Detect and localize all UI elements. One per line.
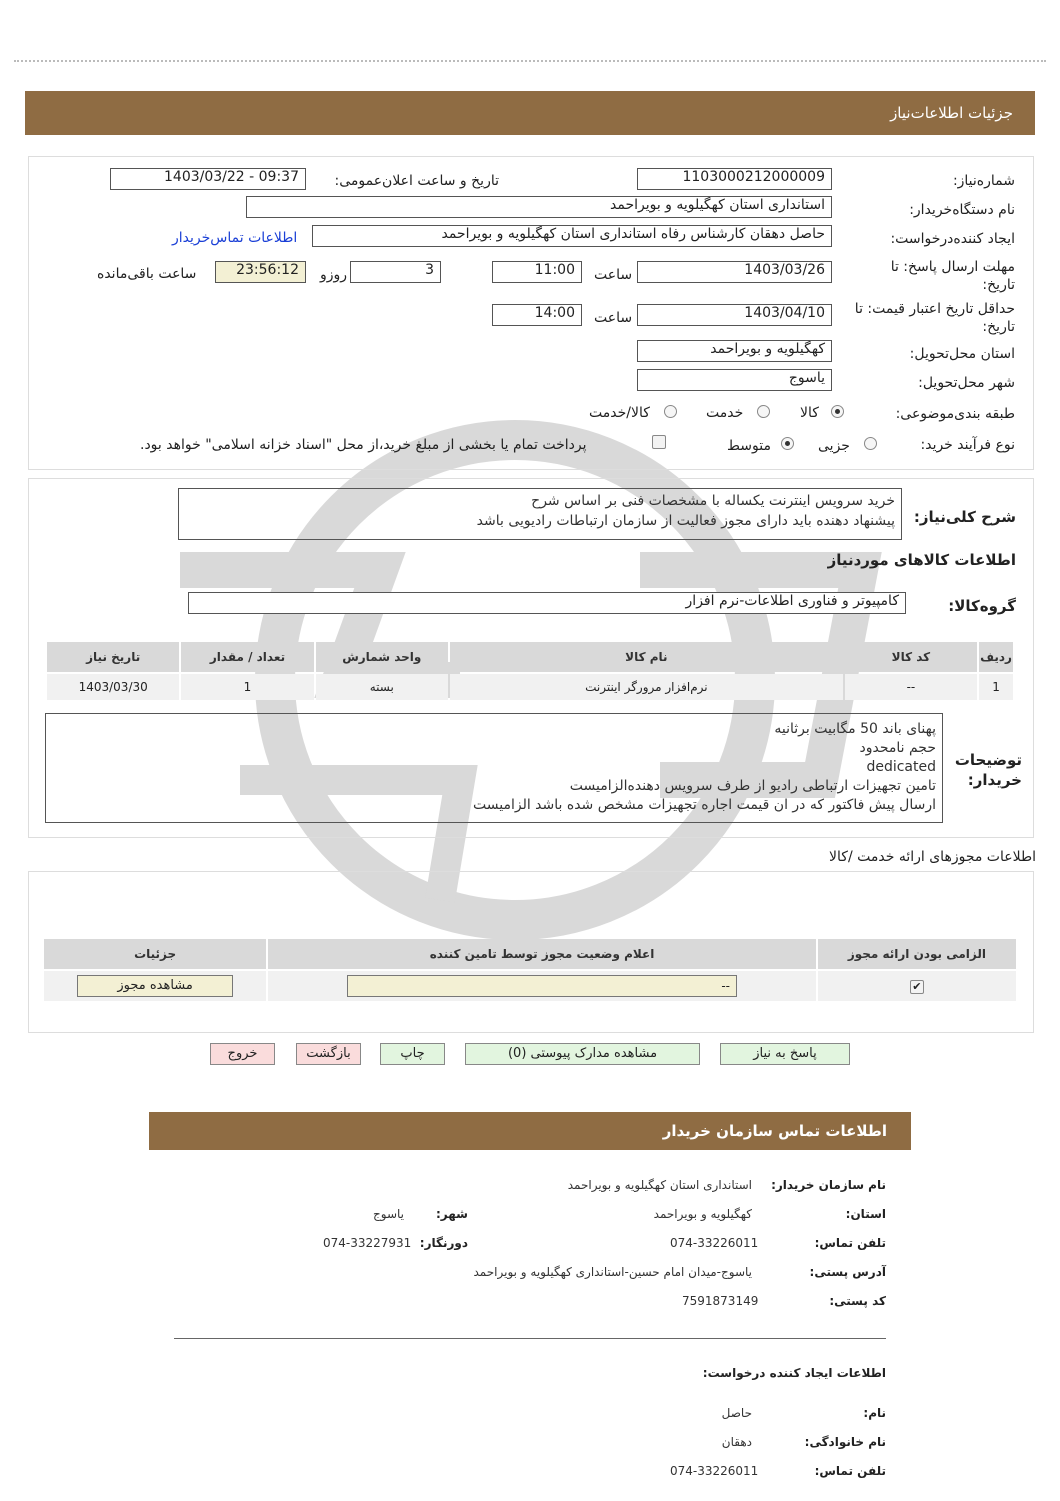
top-divider — [14, 60, 1046, 62]
category-both-label: کالا/خدمت — [589, 405, 650, 421]
cell-qty: 1 — [181, 674, 313, 700]
contact-divider — [174, 1338, 886, 1339]
deadline-label: مهلت ارسال پاسخ: تا تاریخ: — [890, 259, 1015, 293]
category-goods-label: کالا — [800, 405, 819, 421]
note-line: ارسال پیش فاکتور که در ان قیمت اجاره تجهیزات مشخص شده باشد الزامیست — [473, 797, 936, 813]
category-both-radio[interactable] — [664, 405, 677, 418]
category-service-label: خدمت — [706, 405, 744, 421]
cell-name: نرم‌افزار مرورگر اینترنت — [450, 674, 843, 700]
address-label: آدرس پستی: — [809, 1265, 886, 1279]
summary-line-1: خرید سرویس اینترنت یکساله با مشخصات فنی بر اساس شرح — [531, 493, 895, 509]
note-line: dedicated — [866, 759, 936, 775]
col-details: جزئیات — [44, 939, 266, 969]
note-line: تامین تجهیزات ارتباطی رادیو از طرف سرویس دهنده‌الزامیست — [569, 778, 936, 794]
creator-phone-value: 074-33226011 — [670, 1464, 759, 1478]
days-label: روزو — [320, 267, 348, 283]
goods-group-field: کامپیوتر و فناوری اطلاعات-نرم افزار — [188, 592, 906, 614]
note-line: پهنای باند 50 مگابیت برثانیه — [774, 721, 936, 737]
buyer-notes-box — [45, 713, 943, 823]
validity-label: حداقل تاریخ اعتبار قیمت: تا تاریخ: — [854, 301, 1015, 335]
goods-table-header — [47, 642, 1013, 672]
buyer-contact-link[interactable]: اطلاعات تماس‌خریدار — [172, 230, 298, 246]
creator-phone-label: تلفن تماس: — [814, 1464, 886, 1478]
view-permit-button[interactable]: مشاهده مجوز — [77, 975, 233, 997]
remaining-time-field: 23:56:12 — [215, 261, 306, 283]
cell-row: 1 — [979, 674, 1013, 700]
cell-unit: بسته — [316, 674, 448, 700]
category-service-radio[interactable] — [757, 405, 770, 418]
validity-time-label: ساعت — [594, 310, 633, 326]
address-value: یاسوج-میدان امام حسین-استانداری کهگیلویه و بویراحمد — [473, 1265, 752, 1279]
col-status: اعلام وضعیت مجوز توسط تامین کننده — [268, 939, 816, 969]
process-partial-label: جزیی — [818, 438, 850, 454]
contact-title: اطلاعات تماس سازمان خریدار — [662, 1122, 887, 1140]
creator-name-value: حاصل — [721, 1406, 752, 1420]
category-goods-radio[interactable] — [831, 405, 844, 418]
process-partial-radio[interactable] — [864, 437, 877, 450]
col-name: نام کالا — [450, 642, 843, 672]
buyer-notes-label: توضیحات خریدار: — [954, 751, 1022, 789]
province-field: کهگیلویه و بویراحمد — [637, 340, 832, 362]
deadline-time-label: ساعت — [594, 267, 633, 283]
table-row — [44, 971, 1016, 1001]
announce-field: 1403/03/22 - 09:37 — [110, 168, 306, 190]
attachments-button[interactable]: مشاهده مدارک پیوستی (0) — [465, 1043, 700, 1065]
creator-name-label: نام: — [863, 1406, 886, 1420]
treasury-payment-checkbox[interactable] — [652, 435, 666, 449]
remaining-label: ساعت باقی‌مانده — [97, 266, 197, 282]
back-button[interactable]: بازگشت — [296, 1043, 361, 1065]
buyer-org-label: نام دستگاه‌خریدار: — [909, 202, 1015, 218]
buyer-org-field: استانداری استان کهگیلویه و بویراحمد — [246, 196, 832, 218]
creator-label: ایجاد کننده‌درخواست: — [890, 231, 1015, 247]
creator-family-label: نام خانوادگی: — [804, 1435, 886, 1449]
city-field: یاسوج — [637, 369, 832, 391]
validity-date-field: 1403/04/10 — [637, 304, 832, 326]
permits-title: اطلاعات مجوزهای ارائه خدمت /کالا — [829, 849, 1036, 865]
org-label: نام سازمان خریدار: — [771, 1178, 886, 1192]
city-label: شهر محل‌تحویل: — [918, 375, 1015, 391]
contact-city-value: یاسوج — [373, 1207, 404, 1221]
contact-phone-label: تلفن تماس: — [814, 1236, 886, 1250]
permit-status-field: -- — [347, 975, 737, 997]
col-unit: واحد شمارش — [316, 642, 448, 672]
page-header — [25, 91, 1035, 135]
exit-button[interactable]: خروج — [210, 1043, 275, 1065]
col-date: تاریخ نیاز — [47, 642, 179, 672]
category-label: طبقه بندی‌موضوعی: — [895, 406, 1015, 422]
contact-header — [149, 1112, 911, 1150]
process-medium-radio[interactable] — [781, 437, 794, 450]
reply-button[interactable]: پاسخ به نیاز — [720, 1043, 850, 1065]
summary-label: شرح کلی‌نیاز: — [913, 508, 1016, 526]
need-number-field: 1103000212000009 — [637, 168, 832, 190]
goods-info-title: اطلاعات کالاهای موردنیاز — [827, 551, 1016, 569]
note-line: حجم نامحدود — [859, 740, 936, 756]
announce-label: تاریخ و ساعت اعلان‌عمومی: — [334, 173, 499, 189]
process-medium-label: متوسط — [727, 438, 771, 454]
postal-label: کد پستی: — [829, 1294, 886, 1308]
creator-field: حاصل دهقان کارشناس رفاه استانداری استان کهگیلویه و بویراحمد — [312, 225, 832, 247]
org-value: استانداری استان کهگیلویه و بویراحمد — [567, 1178, 752, 1192]
summary-box — [178, 488, 902, 540]
col-required: الزامی بودن ارائه مجوز — [818, 939, 1016, 969]
postal-value: 7591873149 — [682, 1294, 759, 1308]
deadline-time-field: 11:00 — [492, 261, 582, 283]
summary-line-2: پیشنهاد دهنده باید دارای مجوز فعالیت از سازمان ارتباطات رادیویی باشد — [476, 513, 895, 529]
contact-city-label: شهر: — [436, 1207, 468, 1221]
fax-label: دورنگار: — [419, 1236, 468, 1250]
goods-table — [45, 640, 1015, 702]
cell-code: -- — [845, 674, 977, 700]
page-title: جزئیات اطلاعات‌نیاز — [890, 104, 1013, 122]
permits-table — [42, 937, 1018, 1003]
cell-date: 1403/03/30 — [47, 674, 179, 700]
province-label: استان محل‌تحویل: — [909, 346, 1015, 362]
process-label: نوع فرآیند خرید: — [920, 437, 1015, 453]
validity-time-field: 14:00 — [492, 304, 582, 326]
goods-group-label: گروه‌کالا: — [948, 597, 1016, 615]
payment-note: پرداخت تمام یا بخشی از مبلغ خرید،از محل "اسناد خزانه اسلامی" خواهد بود. — [140, 437, 587, 453]
print-button[interactable]: چاپ — [380, 1043, 445, 1065]
days-field: 3 — [350, 261, 441, 283]
fax-value: 074-33227931 — [323, 1236, 412, 1250]
col-qty: تعداد / مقدار — [181, 642, 313, 672]
permit-required-checkbox: ✔ — [910, 980, 924, 994]
deadline-date-field: 1403/03/26 — [637, 261, 832, 283]
contact-province-value: کهگیلویه و بویراحمد — [653, 1207, 752, 1221]
col-code: کد کالا — [845, 642, 977, 672]
creator-info-title: اطلاعات ایجاد کننده درخواست: — [702, 1366, 886, 1380]
creator-family-value: دهقان — [721, 1435, 752, 1449]
contact-province-label: استان: — [845, 1207, 886, 1221]
table-row — [47, 674, 1013, 700]
contact-phone-value: 074-33226011 — [670, 1236, 759, 1250]
permits-table-header — [44, 939, 1016, 969]
need-number-label: شماره‌نیاز: — [952, 173, 1015, 189]
col-row: ردیف — [979, 642, 1013, 672]
